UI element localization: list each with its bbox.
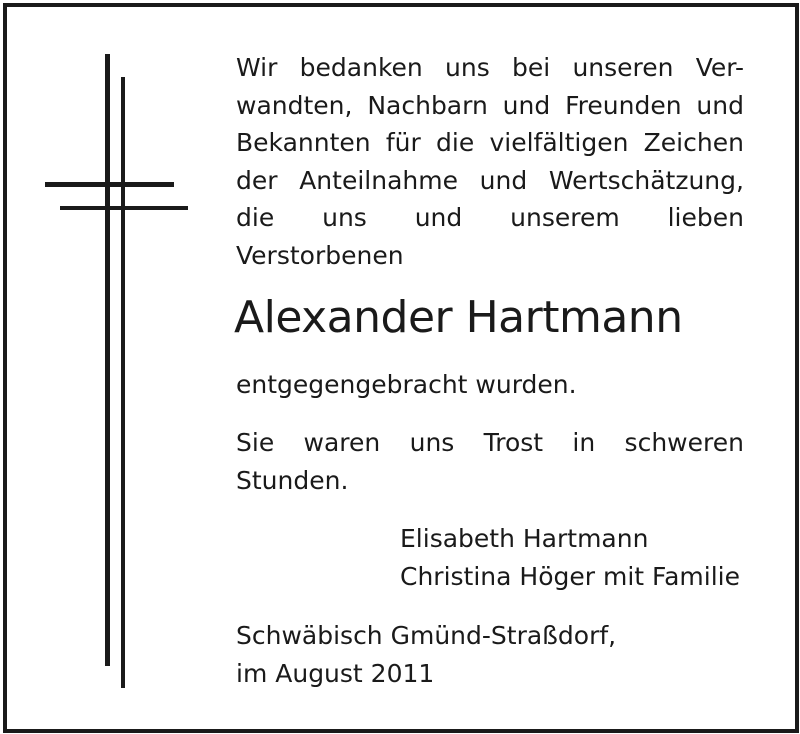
word: unseren (572, 53, 674, 82)
word: und (414, 203, 463, 232)
intro-line-5 (236, 199, 744, 237)
word: waren (303, 428, 381, 457)
word: Wertschätzung, (548, 165, 744, 195)
word: Zeichen (643, 128, 744, 157)
cross-horizontal-bar (45, 182, 174, 187)
intro-line-1 (236, 49, 744, 87)
received-line: entgegengebracht wurden. (236, 370, 577, 399)
word: in (572, 428, 596, 457)
intro-paragraph (236, 49, 744, 274)
word: uns (445, 53, 490, 82)
word: bei (511, 53, 551, 82)
word: die (436, 128, 475, 157)
word: Wir (236, 53, 278, 82)
word: und (502, 90, 551, 120)
date: im August 2011 (236, 658, 435, 688)
word: und (479, 165, 528, 195)
word: der (236, 165, 278, 195)
cross-vertical-bar (105, 54, 110, 666)
signer-1: Elisabeth Hartmann (400, 524, 649, 553)
word: Bekannten (236, 128, 371, 157)
comfort-line-1 (236, 424, 744, 462)
word: Stunden. (236, 465, 349, 495)
word: uns (322, 203, 367, 232)
word: Anteilnahme (299, 165, 458, 195)
signer-2: Christina Höger mit Familie (400, 561, 741, 591)
cross-horizontal-bar-offset (60, 206, 188, 210)
word: und (696, 90, 744, 120)
deceased-name: Alexander Hartmann (234, 292, 683, 343)
signers (400, 520, 740, 595)
intro-line-2 (236, 87, 744, 125)
word: Trost (483, 428, 544, 457)
word: wandten, (236, 90, 353, 120)
comfort-paragraph (236, 424, 744, 499)
word: die (236, 203, 275, 232)
word: lieben (667, 203, 744, 232)
word: uns (409, 428, 455, 457)
intro-line-6 (236, 237, 744, 275)
word: Ver- (695, 53, 744, 82)
comfort-line-2 (236, 462, 744, 500)
word: Sie (236, 428, 275, 457)
place-date (236, 617, 744, 692)
word: vielfältigen (489, 128, 629, 157)
word: Freunden (565, 90, 682, 120)
place: Schwäbisch Gmünd-Straßdorf, (236, 621, 617, 650)
word: Nachbarn (367, 90, 488, 120)
word: bedanken (299, 53, 423, 82)
word: schweren (624, 428, 744, 457)
word: unserem (510, 203, 620, 232)
cross-vertical-bar-offset (121, 77, 125, 688)
word: Verstorbenen (236, 240, 404, 270)
intro-line-4 (236, 162, 744, 200)
word: für (385, 128, 421, 157)
intro-line-3 (236, 124, 744, 162)
